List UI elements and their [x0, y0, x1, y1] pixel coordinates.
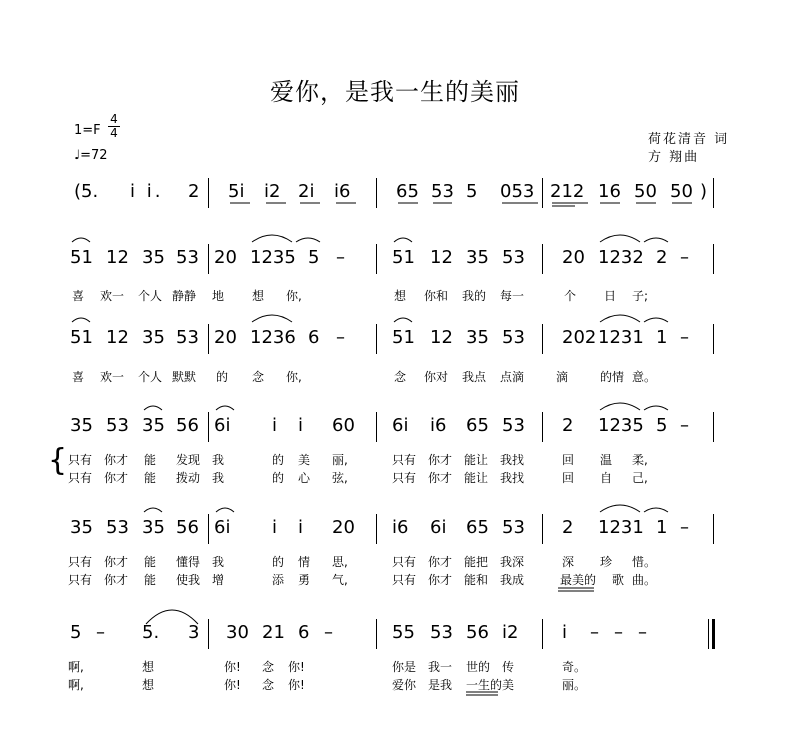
lyric: 啊,	[68, 660, 84, 674]
lyric: 念	[262, 678, 275, 692]
lyric: 发现	[176, 453, 201, 467]
note: i	[272, 415, 278, 436]
lyric: 美	[298, 453, 311, 467]
lyric: 的	[272, 471, 285, 485]
lyric: 懂得	[176, 555, 201, 569]
lyric: 念	[262, 660, 275, 674]
note: 2	[562, 517, 574, 538]
lyric: 最美的	[560, 573, 597, 587]
slur	[394, 318, 412, 322]
note: i6	[392, 517, 409, 538]
note: i	[298, 517, 304, 538]
note: i6	[430, 415, 447, 436]
note: 5.	[142, 622, 160, 643]
lyric: 只有	[392, 555, 417, 569]
lyric: 只有	[68, 573, 93, 587]
lyric: 温	[600, 453, 613, 467]
lyric: 你对	[424, 370, 449, 384]
slur	[296, 238, 320, 242]
note: 20	[562, 247, 585, 268]
note: 56	[176, 517, 199, 538]
lyric: 能	[144, 471, 157, 485]
note: 51	[70, 327, 93, 348]
slur	[600, 403, 640, 410]
note: 12	[430, 247, 453, 268]
dash: –	[590, 622, 599, 643]
lyric: 情	[298, 555, 311, 569]
dash: –	[324, 622, 333, 643]
slur	[394, 238, 412, 242]
slur	[252, 235, 292, 242]
note: 35	[70, 415, 93, 436]
lyric: 一生的美	[466, 678, 515, 692]
note: 5i	[228, 181, 245, 202]
lyric: 想	[252, 289, 265, 303]
note: 1235	[598, 415, 644, 436]
note: 35	[142, 327, 165, 348]
lyric: 想	[394, 289, 407, 303]
note: 53	[176, 247, 199, 268]
lyric: 奇。	[562, 660, 587, 674]
lyric: 只有	[392, 453, 417, 467]
lyric: 想	[142, 678, 155, 692]
lyric: 啊,	[68, 678, 84, 692]
note: 56	[466, 622, 489, 643]
lyric: 只有	[392, 573, 417, 587]
lyric: 你,	[286, 289, 302, 303]
note: 5	[466, 181, 478, 202]
note: 51	[392, 247, 415, 268]
note: 5	[70, 622, 82, 643]
note: 35	[466, 247, 489, 268]
note: 053	[500, 181, 535, 202]
note: 35	[142, 517, 165, 538]
lyric: 念	[252, 370, 265, 384]
lyricist-credit: 荷花清音 词	[648, 132, 730, 147]
note: 55	[392, 622, 415, 643]
note: 12	[106, 247, 129, 268]
note: i2	[502, 622, 519, 643]
lyric: 传	[502, 660, 515, 674]
lyric: 我点	[462, 370, 487, 384]
lyric: 念	[394, 370, 407, 384]
slur	[216, 406, 234, 410]
note: 5	[308, 247, 320, 268]
note: 53	[502, 517, 525, 538]
key-signature: 1=F	[74, 123, 101, 138]
note: 202	[562, 327, 597, 348]
lyric: 只有	[392, 471, 417, 485]
slur	[644, 508, 668, 512]
lyric: 深	[562, 555, 575, 569]
lyric: 的情	[600, 370, 625, 384]
lyric: 你!	[224, 678, 241, 692]
note: 65	[466, 517, 489, 538]
lyric: 柔,	[632, 453, 648, 467]
lyric: 增	[212, 573, 225, 587]
lyric: 你!	[224, 660, 241, 674]
note: 51	[392, 327, 415, 348]
verse-brace: {	[48, 443, 68, 478]
note: 1231	[598, 327, 644, 348]
lyric: 意。	[632, 370, 657, 384]
dash: –	[638, 622, 647, 643]
note: 20	[214, 327, 237, 348]
lyric: 曲。	[632, 573, 657, 587]
note: i2	[264, 181, 281, 202]
lyric: 我	[212, 555, 225, 569]
lyric: 喜	[72, 289, 85, 303]
note: i	[272, 517, 278, 538]
note: 53	[502, 247, 525, 268]
lyric: 每一	[500, 289, 525, 303]
lyric: 你和	[424, 289, 449, 303]
lyric: 点滴	[500, 370, 525, 384]
dash: –	[680, 517, 689, 538]
lyric: 你才	[428, 453, 453, 467]
lyric: 能让	[464, 453, 489, 467]
song-title: 爱你，是我一生的美丽	[270, 78, 520, 106]
lyric: 你才	[428, 573, 453, 587]
lyric: 能	[144, 453, 157, 467]
note: 2	[188, 181, 200, 202]
lyric: 爱你	[392, 678, 417, 692]
time-sig-bottom: 4	[108, 126, 120, 140]
lyric: 只有	[68, 555, 93, 569]
slur	[644, 318, 668, 322]
note: 60	[332, 415, 355, 436]
lyric: 己,	[632, 471, 648, 485]
slur	[72, 238, 90, 242]
lyric: 勇	[298, 573, 311, 587]
note: 65	[466, 415, 489, 436]
lyric: 你才	[104, 555, 129, 569]
lyric: 自	[600, 471, 613, 485]
lyric: 地	[212, 289, 225, 303]
lyric: 只有	[68, 471, 93, 485]
note: i	[298, 415, 304, 436]
lyric: 个	[564, 289, 577, 303]
lyric: 默默	[172, 370, 197, 384]
lyric: 你!	[288, 678, 305, 692]
slur	[600, 235, 640, 242]
slur	[252, 315, 292, 322]
lyric: 我	[212, 471, 225, 485]
lyric: 丽。	[562, 678, 587, 692]
note: 53	[502, 415, 525, 436]
lyric: 个人	[138, 289, 163, 303]
note: 12	[106, 327, 129, 348]
lyric: 你,	[286, 370, 302, 384]
dash: –	[680, 327, 689, 348]
lyric: 回	[562, 471, 575, 485]
note: 6i	[214, 415, 231, 436]
slur	[146, 610, 198, 624]
lyric: 想	[142, 660, 155, 674]
note: 30	[226, 622, 249, 643]
tempo-marking: ♩=72	[74, 148, 108, 163]
lyric: 滴	[556, 370, 569, 384]
lyric: 你才	[428, 471, 453, 485]
note: 53	[430, 622, 453, 643]
note: 51	[70, 247, 93, 268]
lyric: 我找	[500, 453, 525, 467]
lyric: 我	[212, 453, 225, 467]
dash: –	[614, 622, 623, 643]
note: 35	[142, 415, 165, 436]
lyric: 歌	[612, 573, 625, 587]
slur	[216, 508, 234, 512]
note: 20	[332, 517, 355, 538]
lyric: 欢一	[100, 370, 125, 384]
composer-credit: 方 翔曲	[648, 150, 700, 165]
note: 6	[298, 622, 310, 643]
note: i6	[334, 181, 351, 202]
note: 35	[466, 327, 489, 348]
note: 1231	[598, 517, 644, 538]
note: 1232	[598, 247, 644, 268]
note: 6	[308, 327, 320, 348]
lyric: 日	[604, 289, 617, 303]
lyric: 思,	[332, 555, 348, 569]
note: 53	[176, 327, 199, 348]
note: 2	[656, 247, 668, 268]
slur	[144, 508, 162, 512]
lyric: 气,	[332, 573, 348, 587]
note: 53	[502, 327, 525, 348]
note: )	[700, 181, 708, 202]
slur	[72, 318, 90, 322]
note: 50	[634, 181, 657, 202]
lyric: 的	[272, 453, 285, 467]
note: 12	[430, 327, 453, 348]
note: 3	[188, 622, 200, 643]
lyric: 能和	[464, 573, 489, 587]
note: i i.	[130, 181, 164, 202]
note: 2i	[298, 181, 315, 202]
slur	[144, 406, 162, 410]
lyric: 能	[144, 555, 157, 569]
lyric: 我深	[500, 555, 525, 569]
lyric: 回	[562, 453, 575, 467]
lyric: 欢一	[100, 289, 125, 303]
note: 65	[396, 181, 419, 202]
note: 53	[431, 181, 454, 202]
lyric: 拨动	[176, 471, 201, 485]
lyric: 能把	[464, 555, 489, 569]
lyric: 我找	[500, 471, 525, 485]
lyric: 能	[144, 573, 157, 587]
note: 53	[106, 517, 129, 538]
time-sig-top: 4	[110, 112, 118, 126]
lyric: 我成	[500, 573, 525, 587]
lyric: 我一	[428, 660, 453, 674]
note: 5	[656, 415, 668, 436]
lyric: 你才	[104, 471, 129, 485]
lyric: 弦,	[332, 471, 348, 485]
note: 6i	[392, 415, 409, 436]
note: 1	[656, 517, 668, 538]
lyric: 我的	[462, 289, 487, 303]
lyric: 是我	[428, 678, 453, 692]
slur	[644, 238, 668, 242]
note: 1236	[250, 327, 296, 348]
note: 6i	[430, 517, 447, 538]
note: 35	[142, 247, 165, 268]
note: 1	[656, 327, 668, 348]
note: 56	[176, 415, 199, 436]
lyric: 心	[298, 471, 311, 485]
lyric: 的	[216, 370, 229, 384]
lyric: 个人	[138, 370, 163, 384]
slur	[600, 315, 640, 322]
slur	[600, 505, 640, 512]
note: 2	[562, 415, 574, 436]
note: 16	[598, 181, 621, 202]
dash: –	[680, 247, 689, 268]
lyric: 喜	[72, 370, 85, 384]
note: 35	[70, 517, 93, 538]
lyric: 静静	[172, 289, 197, 303]
lyric: 惜。	[632, 555, 657, 569]
lyric: 子;	[632, 289, 649, 303]
dash: –	[96, 622, 105, 643]
lyric: 世的	[466, 660, 491, 674]
lyric: 丽,	[332, 453, 348, 467]
dash: –	[336, 327, 345, 348]
lyric: 的	[272, 555, 285, 569]
note: 21	[262, 622, 285, 643]
lyric: 只有	[68, 453, 93, 467]
note: (5.	[74, 181, 99, 202]
lyric: 你才	[428, 555, 453, 569]
note: 53	[106, 415, 129, 436]
note: i	[562, 622, 568, 643]
lyric: 你是	[392, 660, 417, 674]
note: 20	[214, 247, 237, 268]
dash: –	[680, 415, 689, 436]
note: 50	[670, 181, 693, 202]
lyric: 使我	[176, 573, 201, 587]
note: 1235	[250, 247, 296, 268]
lyric: 你才	[104, 453, 129, 467]
slur	[644, 406, 668, 410]
note: 212	[550, 181, 585, 202]
lyric: 你才	[104, 573, 129, 587]
lyric: 珍	[600, 555, 613, 569]
lyric: 能让	[464, 471, 489, 485]
lyric: 添	[272, 573, 285, 587]
note: 6i	[214, 517, 231, 538]
lyric: 你!	[288, 660, 305, 674]
dash: –	[336, 247, 345, 268]
